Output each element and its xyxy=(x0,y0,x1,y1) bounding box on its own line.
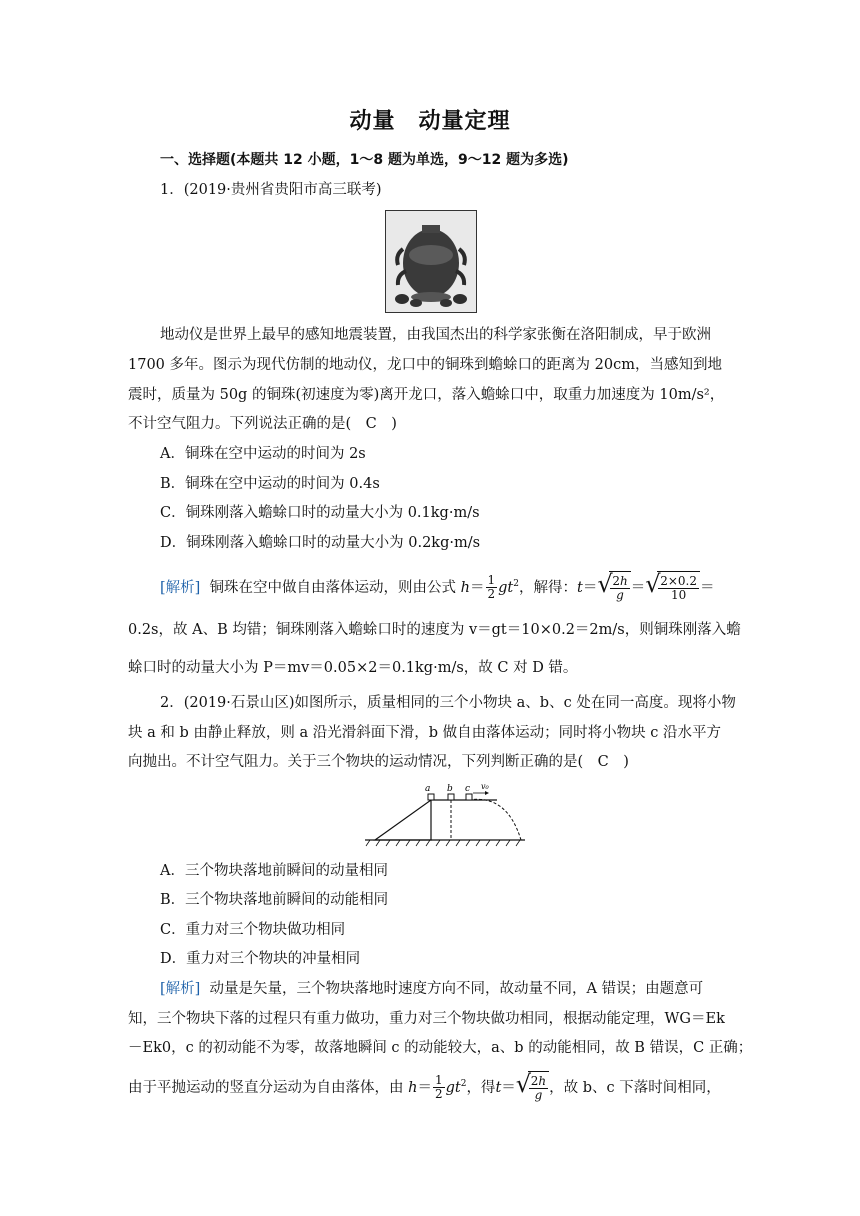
analysis-text: ，得 xyxy=(466,1079,496,1096)
analysis-text: ，故 b、c 下落时间相同， xyxy=(549,1079,721,1096)
q2-analysis-line-4: 由于平抛运动的竖直分运动为自由落体，由 h＝ $\frac{1}{2}$ $gt^2$，得t＝ √ $\frac{2h}{g}$ ，故 b、c 下落时间相同， xyxy=(128,1068,721,1104)
q2-option-b: B．三个物块落地前瞬间的动能相同 xyxy=(160,892,389,908)
q1-option-c: C．铜珠刚落入蟾蜍口时的动量大小为 0.1kg·m/s xyxy=(160,505,480,521)
q1-analysis-line-1: [解析] 铜珠在空中做自由落体运动，则由公式 h＝ $\frac{1}{2}$ $gt^2$，解得：t＝ √ $\frac{2h}{g}$ ＝ √ $\frac{2\times 0.2}{10}$ ＝ xyxy=(160,568,714,604)
analysis-text: 动量是矢量，三个物块落地时速度方向不同，故动量不同，A 错误；由题意可 xyxy=(209,981,704,997)
analysis-solve: ，解得： xyxy=(518,579,577,596)
q1-stem-line-3: 震时，质量为 50g 的铜珠(初速度为零)离开龙口，落入蟾蜍口中，取重力加速度为 10m/s²， xyxy=(128,387,725,403)
fig-label-v0: v₀ xyxy=(481,782,489,791)
q1-option-d: D．铜珠刚落入蟾蜍口时的动量大小为 0.2kg·m/s xyxy=(160,535,481,551)
q1-stem-line-4: 不计空气阻力。下列说法正确的是( C ) xyxy=(128,416,397,432)
q2-stem-line-2: 块 a 和 b 由静止释放，则 a 沿光滑斜面下滑，b 做自由落体运动；同时将小物块 c 沿水平方 xyxy=(128,725,721,741)
q2-stem-line-1: 2．(2019·石景山区)如图所示，质量相同的三个小物块 a、b、c 处在同一高度。现将小物 xyxy=(160,695,736,711)
q2-figure xyxy=(365,780,525,848)
fig-label-b: b xyxy=(447,784,453,794)
q1-analysis-line-3: 蜍口时的动量大小为 P＝mv＝0.05×2＝0.1kg·m/s，故 C 对 D 错。 xyxy=(128,660,578,676)
q2-analysis-line-3: －Ek0，c 的初动能不为零，故落地瞬间 c 的动能较大，a、b 的动能相同，故 B 错误，C 正确； xyxy=(128,1040,753,1056)
seismograph-photo xyxy=(385,210,477,313)
fig-label-c: c xyxy=(465,784,471,794)
fig-label-a: a xyxy=(425,784,431,794)
q2-analysis-line-2: 知，三个物块下落的过程只有重力做功，重力对三个物块做功相同，根据动能定理，WG＝Ek xyxy=(128,1011,725,1027)
analysis-label: [解析] xyxy=(160,579,201,596)
q2-option-c: C．重力对三个物块做功相同 xyxy=(160,922,346,938)
q2-analysis-line-1 xyxy=(160,979,703,999)
analysis-text: 铜珠在空中做自由落体运动，则由公式 xyxy=(209,579,457,596)
q1-source: 1．(2019·贵州省贵阳市高三联考) xyxy=(160,182,382,198)
q2-stem-line-3: 向抛出。不计空气阻力。关于三个物块的运动情况，下列判断正确的是( C ) xyxy=(128,754,629,770)
analysis-label: [解析] xyxy=(160,981,201,997)
section-header: 一、选择题(本题共 12 小题，1～8 题为单选，9～12 题为多选) xyxy=(160,152,569,168)
q2-option-a: A．三个物块落地前瞬间的动量相同 xyxy=(160,863,388,879)
page-title: 动量 动量定理 xyxy=(349,109,511,134)
q1-stem-line-2: 1700 多年。图示为现代仿制的地动仪，龙口中的铜珠到蟾蜍口的距离为 20cm，当感知到地 xyxy=(128,357,722,373)
q2-option-d: D．重力对三个物块的冲量相同 xyxy=(160,951,361,967)
q1-option-b: B．铜珠在空中运动的时间为 0.4s xyxy=(160,476,380,492)
q1-option-a: A．铜珠在空中运动的时间为 2s xyxy=(160,446,366,462)
q1-stem-line-1: 地动仪是世界上最早的感知地震装置，由我国杰出的科学家张衡在洛阳制成，早于欧洲 xyxy=(160,327,711,343)
analysis-text: 由于平抛运动的竖直分运动为自由落体，由 xyxy=(128,1079,404,1096)
q1-analysis-line-2: 0.2s，故 A、B 均错；铜珠刚落入蟾蜍口时的速度为 v＝gt＝10×0.2＝2m/s，则铜珠刚落入蟾 xyxy=(128,622,741,638)
